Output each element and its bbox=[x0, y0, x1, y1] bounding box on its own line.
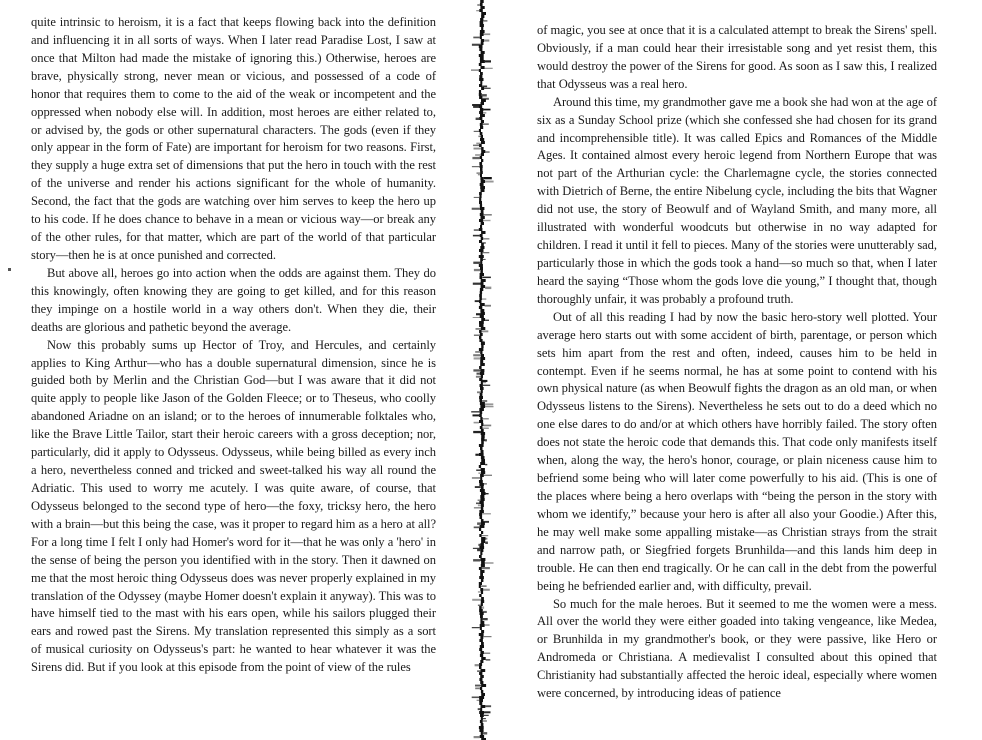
left-paragraph-3: Now this probably sums up Hector of Troy, and Hercules, and certainly applies to King Arthur—who has a double supernatural dimension, since he is guided both by Merlin and the Christian God—but I was aware that it did not quite apply to people like Jason of the Golden Fleece; or to Theseus, who coolly abandoned Ariadne on an island; or to the heroes of innumerable folktales who, like the Brave Little Tailor, start their heroic careers with a gross deception; nor, particularly, did it apply to Odysseus. Odysseus, while being billed as every inch a hero, nevertheless conned and tricked and sweet-talked his way all round the Adriatic. This used to worry me acutely. I was quite aware, of course, that Odysseus belonged to the second type of hero—the foxy, tricksy hero, the hero with a brain—but this being the case, was it proper to regard him as a hero at all? For a long time I felt I only had Homer's word for it—that he was only a 'hero' in the sense of being the person you identified with in the story. Then it dawned on me that the most heroic thing Odysseus does was never properly explained in my translation of the Odyssey (maybe Homer doesn't explain it anyway). This was to have himself tied to the mast with his ears open, while his sailors plugged their ears and rowed past the Sirens. My translation represented this simply as a sort of musical curiosity on Odysseus's part: he wanted to hear whatever it was the Sirens did. But if you look at this episode from the point of view of the rules bbox=[31, 337, 436, 675]
right-page bbox=[537, 22, 937, 703]
left-paragraph-2: But above all, heroes go into action when the odds are against them. They do this knowingly, often knowing they are going to get killed, and for this reason they impinge on a hostile world in a way others don't. When they die, their deaths are glorious and pathetic beyond the average. bbox=[31, 265, 436, 334]
right-paragraph-1: of magic, you see at once that it is a calculated attempt to break the Sirens' spell. Obviously, if a man could hear their irresistable song and yet resist them, this would destroy the power of the Sirens for good. As soon as I saw this, I realized that Odysseus was a real hero. bbox=[537, 23, 937, 91]
right-paragraph-2: Around this time, my grandmother gave me a book she had won at the age of six as a Sunday School prize (which she confessed she had chosen for its grand and incomprehensible title). It was called Epics and Romances of the Middle Ages. It contained almost every heroic legend from Northern Europe that was not part of the Arthurian cycle: the Charlemagne cycle, the stories connected with Dietrich of Berne, the entire Nibelung cycle, including the bits that Wagner did not use, the story of Beowulf and of Wayland Smith, and many more, all illustrated with wonderful woodcuts but otherwise in no way adapted for children. I read it until it fell to pieces. Many of the stories were unutterably sad, particularly those in which the gods took a hand—so much so that, when I later heard the saying “Those whom the gods love die young,” I thought that, though thoroughly unfair, it was probably a profound truth. bbox=[537, 94, 937, 306]
left-page bbox=[31, 14, 436, 677]
right-paragraph-4: So much for the male heroes. But it seemed to me the women were a mess. All over the world they were either goaded into taking vengeance, like Medea, or Brunhilda in my grandmother's book, or they were passive, like Hero or Andromeda or Christiana. A medievalist I consulted about this opined that Christianity had substantially affected the heroic ideal, especially where women were concerned, by introducing ideas of patience bbox=[537, 596, 937, 701]
scan-speck bbox=[8, 268, 11, 271]
book-gutter bbox=[468, 0, 494, 740]
left-paragraph-1: quite intrinsic to heroism, it is a fact that keeps flowing back into the definition and influencing it in all sorts of ways. When I later read Paradise Lost, I saw at once that Milton had made the mistake of ignoring this.) Otherwise, heroes are brave, physically strong, never mean or vicious, and possessed of a code of honor that requires them to come to the aid of the weak or incompetent and the oppressed when nobody else will. In addition, most heroes are either related to, or advised by, the gods or other supernatural characters. The gods (even if they only appear in the form of Fate) are important for heroism for two reasons. First, they supply a huge extra set of dimensions that put the hero in touch with the rest of the universe and render his actions significant for the whole of humanity. Second, the fact that the gods are watching over him serves to keep the hero up to his code. If he does chance to behave in a mean or vicious way—or break any of the other rules, for that matter, which are part of the world of that particular story—then he is at once punished and corrected. bbox=[31, 15, 436, 262]
right-paragraph-3: Out of all this reading I had by now the basic hero-story well plotted. Your average hero starts out with some accident of birth, parentage, or person which sets him apart from the rest and often, indeed, causes him to be held in contempt. Even if he seems normal, he has at some point to contend with his own physical nature (as when Beowulf fights the dragon as an old man, or when Odysseus listens to the Sirens). Nevertheless he sets out to do a deed which no one else dares to do and/or at which others have horribly failed. The story often does not state the heroic code that demands this. That code only manifests itself when, along the way, the hero's honor, courage, or plain niceness cause him to befriend some being who will later come powerfully to his aid. (This is one of the places where being a hero overlaps with “being the person in the story with whom we identify,” because your hero is after all also your Goodie.) After this, he may well make some appalling mistake—as Christian strays from the strait and narrow path, or Siegfried forgets Brunhilda—and this lands him deep in trouble. He can then end tragically. Or he can call in the debt from the powerful being he befriended earlier and, with difficulty, prevail. bbox=[537, 309, 937, 593]
